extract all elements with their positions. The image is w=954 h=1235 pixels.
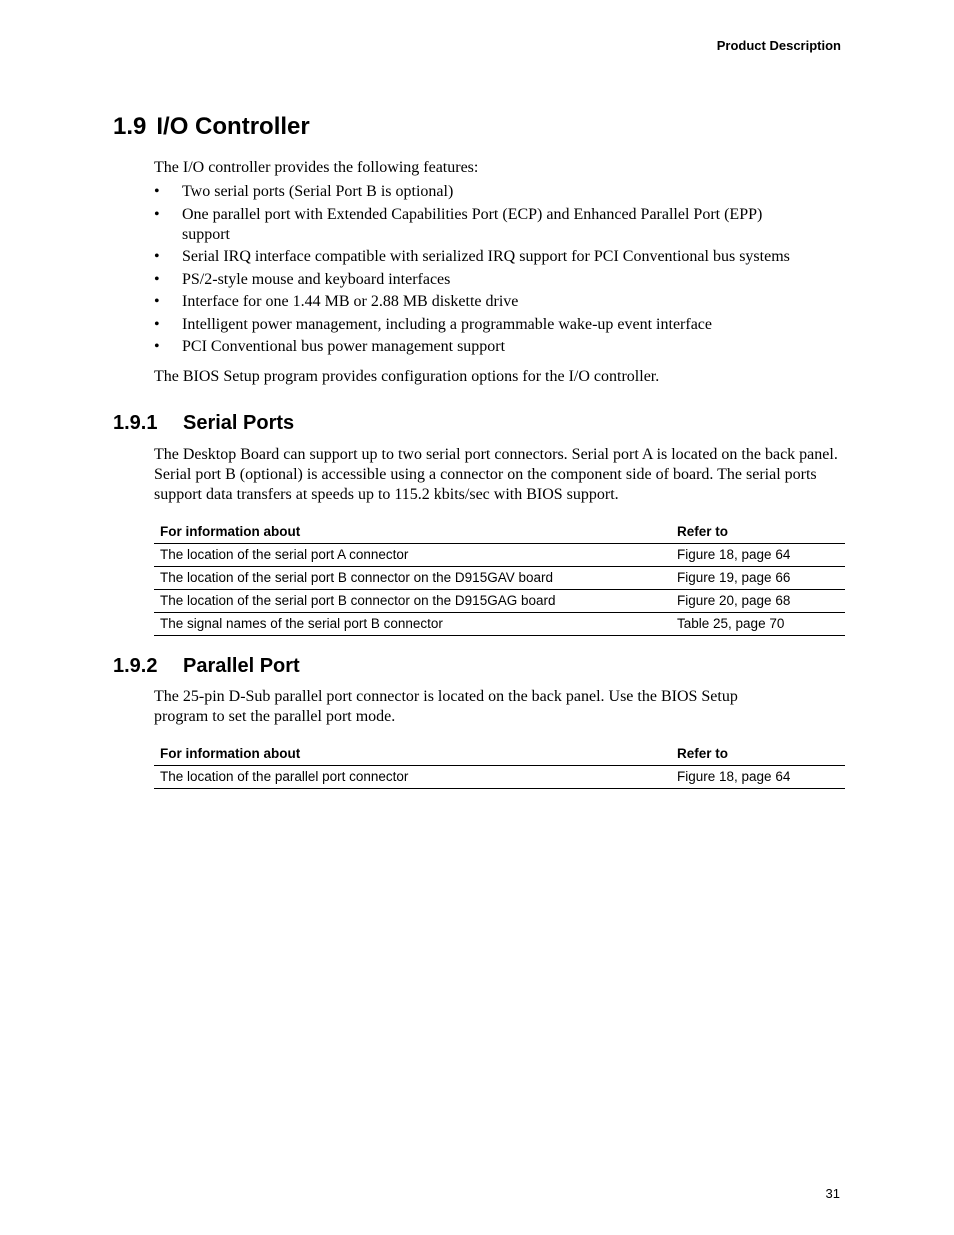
table-row [154,613,845,636]
parallel-port-body: The 25-pin D-Sub parallel port connector is located on the back panel. Use the BIOS Setup program to set the parallel port mode. [154,688,738,725]
section-number: 1.9 [113,113,147,140]
table-cell: Figure 20, page 68 [671,590,845,613]
column-header: Refer to [671,518,845,544]
subsection-number: 1.9.1 [113,412,158,434]
table-cell: Figure 18, page 64 [671,544,845,567]
running-header: Product Description [716,38,841,53]
subsection-title: Serial Ports [183,412,295,434]
column-header: For information about [154,740,671,766]
table-row [154,590,845,613]
list-item: • Intelligent power management, including a programmable wake-up event interface [154,315,713,333]
table-row [154,766,845,789]
table-header-row [154,518,845,544]
bullet-icon: • [154,338,160,355]
section-title: I/O Controller [156,113,310,140]
bullet-icon: • [154,205,160,223]
table-cell: The signal names of the serial port B connector [154,613,671,636]
column-header: For information about [154,518,671,544]
page-number: 31 [825,1186,840,1201]
table-cell: Figure 19, page 66 [671,567,845,590]
section-heading [113,113,310,141]
bullet-icon: • [154,293,160,310]
subsection-heading-parallel [113,655,300,678]
list-item: • PCI Conventional bus power management support [154,338,506,355]
table-row [154,544,845,567]
bullet-icon: • [154,270,160,288]
table-cell: The location of the serial port A connector [154,544,671,567]
list-item: • Two serial ports (Serial Port B is optional) [154,183,454,200]
column-header: Refer to [671,740,845,766]
list-item: • PS/2-style mouse and keyboard interfaces [154,270,451,288]
table-header-row [154,740,845,766]
subsection-title: Parallel Port [183,655,300,677]
table-row [154,567,845,590]
list-item: • One parallel port with Extended Capabilities Port (ECP) and Enhanced Parallel Port (EPP) support [154,205,763,243]
subsection-number: 1.9.2 [113,655,158,677]
table-cell: Table 25, page 70 [671,613,845,636]
section-closing: The BIOS Setup program provides configuration options for the I/O controller. [154,368,660,385]
feature-list [154,182,846,360]
serial-ports-body: The Desktop Board can support up to two serial port connectors. Serial port A is located on the back panel. Serial port B (optional) is accessible using a connector on the component side of board. The serial ports support data transfers at speeds up to 115.2 kbits/sec with BIOS support. [154,446,838,503]
table-cell: The location of the parallel port connector [154,766,671,789]
section-intro: The I/O controller provides the following features: [154,159,479,176]
list-item: • Serial IRQ interface compatible with serialized IRQ support for PCI Conventional bus systems [154,248,790,265]
table-cell: The location of the serial port B connector on the D915GAG board [154,590,671,613]
serial-ports-table [154,518,845,636]
bullet-icon: • [154,315,160,333]
list-item: • Interface for one 1.44 MB or 2.88 MB diskette drive [154,293,519,310]
bullet-icon: • [154,183,160,200]
bullet-icon: • [154,248,160,265]
parallel-port-table [154,740,845,789]
table-cell: The location of the serial port B connector on the D915GAV board [154,567,671,590]
subsection-heading-serial [113,412,294,435]
table-cell: Figure 18, page 64 [671,766,845,789]
